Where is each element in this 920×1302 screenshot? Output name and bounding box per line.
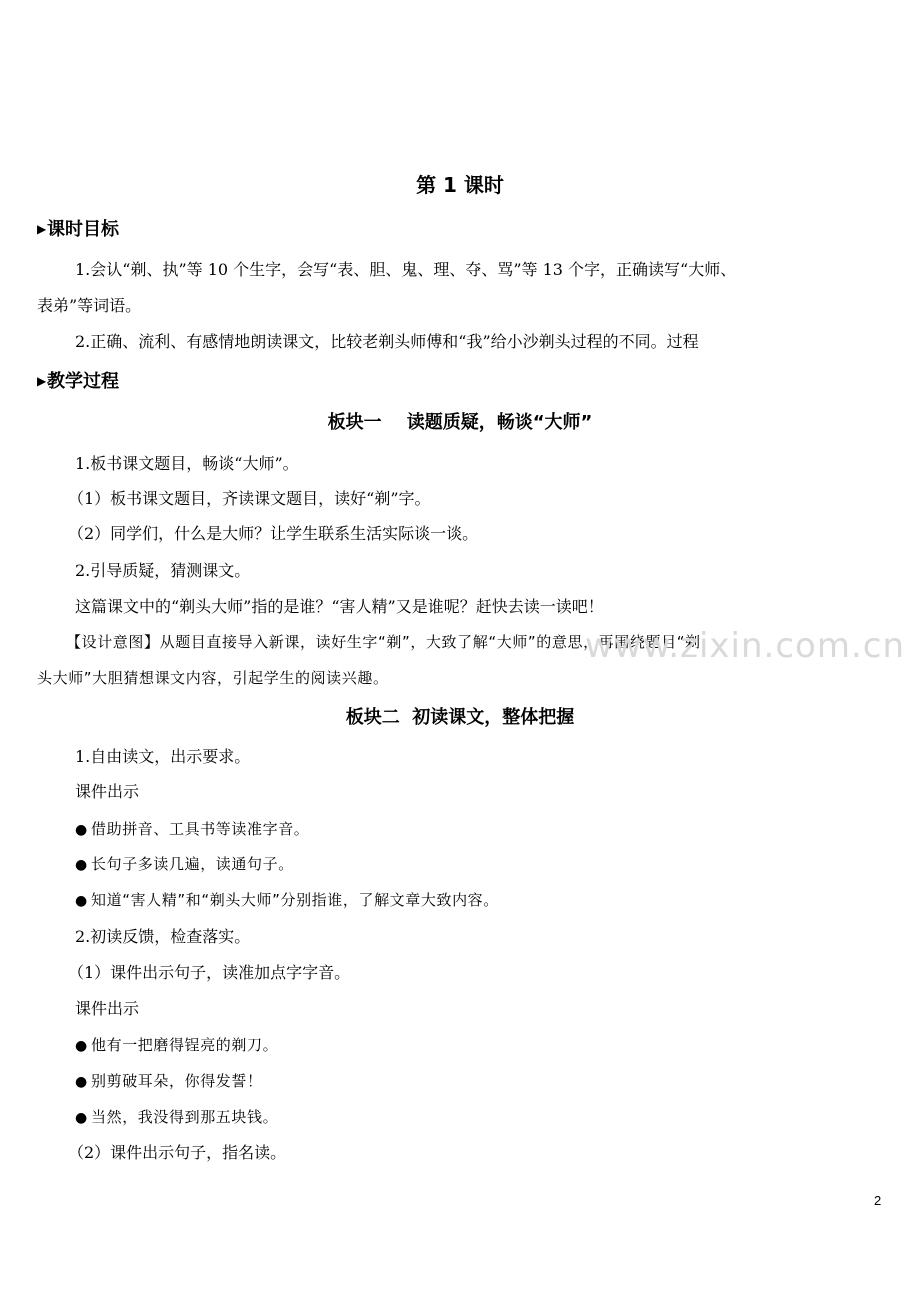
bullet-icon: ●	[75, 1074, 88, 1090]
list-item: ● 借助拼音、工具书等读准字音。	[75, 818, 309, 841]
design-intent-line-2: 头大师”大胆猜想课文内容，引起学生的阅读兴趣。	[37, 669, 389, 687]
bullet-icon: ●	[75, 1038, 88, 1054]
objective-1-line-2: 表弟”等词语。	[37, 296, 142, 315]
bullet-icon: ●	[75, 1110, 88, 1126]
block-2-step-2-sub-2: （2）课件出示句子，指名读。	[68, 1143, 287, 1162]
list-item: ● 长句子多读几遍，读通句子。	[75, 853, 294, 876]
block-2-heading: 板块二 初读课文，整体把握	[345, 707, 575, 728]
watermark: www.zixin.com.cn	[585, 626, 905, 666]
block-1-step-2-text: 这篇课文中的“剃头大师”指的是谁？“害人精”又是谁呢？赶快去读一读吧！	[75, 597, 604, 616]
process-heading-text: 教学过程	[47, 371, 119, 392]
process-heading	[37, 369, 119, 394]
triangle-bullet-icon: ▶	[37, 222, 47, 236]
block-2-step-2-sub-1: （1）课件出示句子，读准加点字字音。	[68, 963, 351, 982]
bullet-icon: ●	[75, 822, 88, 838]
page-number: 2	[874, 1193, 882, 1208]
block-1-step-1-sub-2: （2）同学们，什么是大师？让学生联系生活实际谈一谈。	[68, 524, 479, 543]
list-item: ● 知道“害人精”和“剃头大师”分别指谁，了解文章大致内容。	[75, 889, 499, 912]
block-1-step-1-sub-1: （1）板书课文题目，齐读课文题目，读好“剃”字。	[68, 489, 431, 508]
triangle-bullet-icon: ▶	[37, 374, 47, 388]
objective-1-line-1: 1.会认“剃、执”等 10 个生字，会写“表、胆、鬼、理、夺、骂”等 13 个字，正确读写“大师、	[75, 260, 737, 279]
courseware-label-2: 课件出示	[75, 999, 140, 1018]
block-1-step-2: 2.引导质疑，猜测课文。	[75, 561, 251, 580]
page-title: 第 1 课时	[416, 173, 504, 197]
courseware-label-1: 课件出示	[75, 782, 140, 801]
list-item: ● 他有一把磨得锃亮的剃刀。	[75, 1034, 278, 1057]
list-item: ● 别剪破耳朵，你得发誓！	[75, 1070, 263, 1093]
objectives-heading-text: 课时目标	[47, 219, 119, 240]
objective-2: 2.正确、流利、有感情地朗读课文，比较老剃头师傅和“我”给小沙剃头过程的不同。过程	[75, 332, 699, 351]
bullet-icon: ●	[75, 857, 88, 873]
block-2-step-2: 2.初读反馈，检查落实。	[75, 927, 251, 946]
design-intent-line-1: 【设计意图】从题目直接导入新课，读好生字“剃”，大致了解“大师”的意思，再围绕题目“剃	[66, 633, 701, 651]
block-1-heading: 板块一 读题质疑，畅谈“大师”	[327, 412, 593, 433]
block-2-step-1: 1.自由读文，出示要求。	[75, 747, 251, 766]
objectives-heading	[37, 217, 119, 242]
bullet-icon: ●	[75, 893, 88, 909]
list-item: ● 当然，我没得到那五块钱。	[75, 1106, 278, 1129]
block-1-step-1: 1.板书课文题目，畅谈“大师”。	[75, 454, 299, 473]
